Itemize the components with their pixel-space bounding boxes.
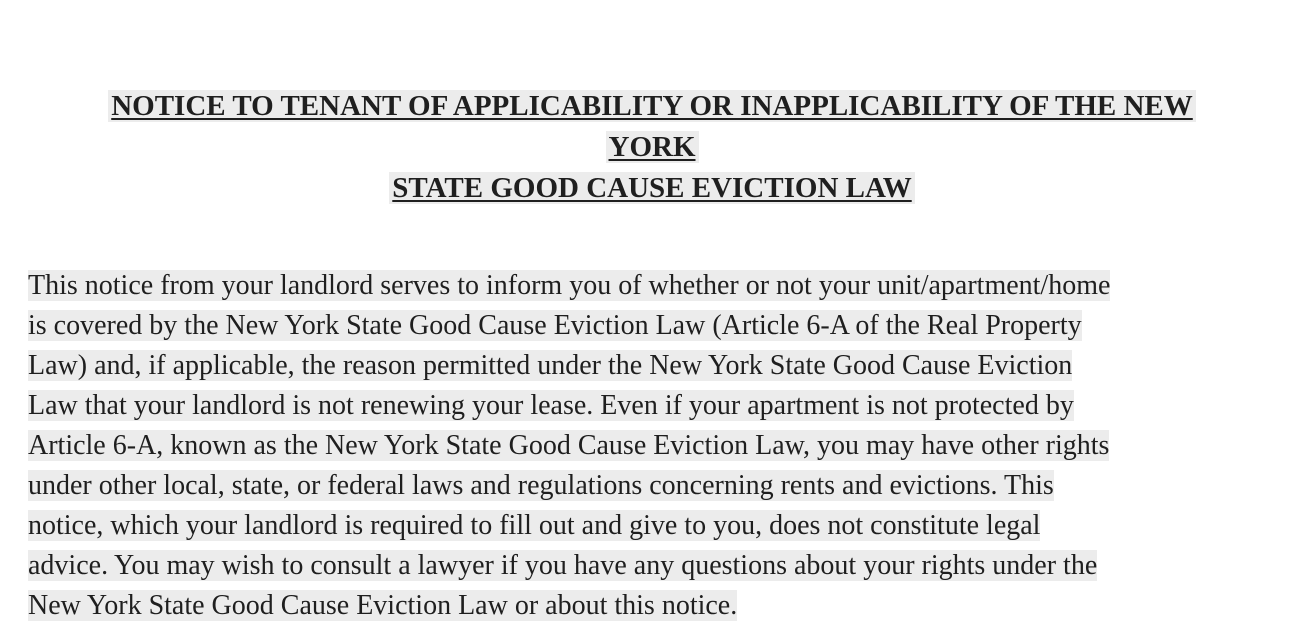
body-line: Law) and, if applicable, the reason permitted under the New York State Good Cause Eviction	[28, 350, 1073, 381]
body-line: advice. You may wish to consult a lawyer if you have any questions about your rights under the	[28, 550, 1098, 581]
notice-body	[28, 266, 1290, 626]
body-line: under other local, state, or federal laws and regulations concerning rents and evictions. This	[28, 470, 1054, 501]
notice-title	[0, 86, 1304, 209]
title-line-3: STATE GOOD CAUSE EVICTION LAW	[0, 168, 1304, 209]
title-line-2: YORK	[0, 127, 1304, 168]
body-line: Article 6-A, known as the New York State Good Cause Eviction Law, you may have other rights	[28, 430, 1110, 461]
title-line-1: NOTICE TO TENANT OF APPLICABILITY OR INAPPLICABILITY OF THE NEW	[0, 86, 1304, 127]
body-line: is covered by the New York State Good Cause Eviction Law (Article 6-A of the Real Property	[28, 310, 1082, 341]
body-line: notice, which your landlord is required to fill out and give to you, does not constitute legal	[28, 510, 1041, 541]
body-line: This notice from your landlord serves to inform you of whether or not your unit/apartment/home	[28, 270, 1111, 301]
body-line: Law that your landlord is not renewing your lease. Even if your apartment is not protected by	[28, 390, 1074, 421]
body-line: New York State Good Cause Eviction Law or about this notice.	[28, 590, 738, 621]
